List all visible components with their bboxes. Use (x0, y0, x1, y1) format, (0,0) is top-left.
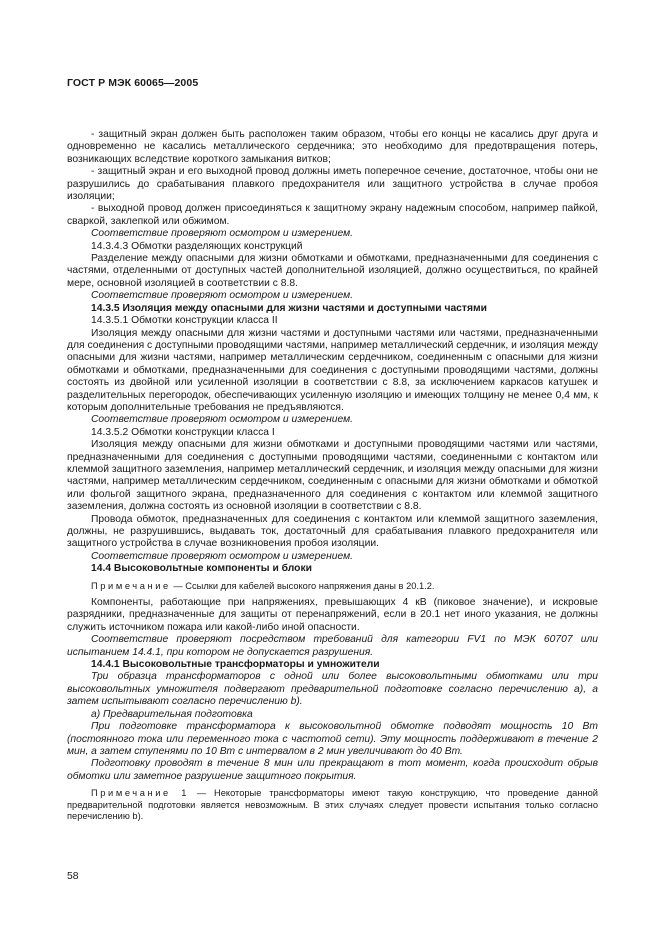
compliance-text: Соответствие проверяют осмотром и измерением. (91, 228, 354, 240)
note: Примечание — Ссылки для кабелей высокого напряжения даны в 20.1.2. (91, 580, 435, 591)
paragraph: Изоляция между опасными для жизни частями и доступными частями или частями, предназначенными для соединения с доступными проводящими частями, например металлический сердечник, и изоляция между опасными для жизни частями, например металлическим сердечником, соединенным с опасными для жизни обмотками и обмотками, предназначенными для соединения с доступными проводящими частями, должны состоять из двойной или усиленной изоляции в соответствии с 8.8, за исключением каркасов катушек и разделительных перегородок, обеспечивающих усиленную изоляцию и имеющих толщину не менее 0,4 мм, к которым дополнительные требования не предъявляются. (67, 327, 598, 413)
clause-heading: 14.3.5.2 Обмотки конструкции класса I (91, 426, 275, 438)
note-label: Примечание (91, 580, 171, 591)
document-header: ГОСТ Р МЭК 60065—2005 (67, 77, 199, 89)
compliance-text: Соответствие проверяют посредством требований для категории FV1 по МЭК 60707 или испытанием 14.4.1, при котором не допускается разрушения. (67, 634, 598, 658)
section-heading: 14.4 Высоковольтные компоненты и блоки (91, 563, 312, 575)
paragraph: Три образца трансформаторов с одной или более высоковольтными обмотками или три высоковольтных умножителя подвергают предварительной подготовке согласно перечислению а), а затем испытывают согласно перечислению b). (67, 671, 598, 708)
note-text: — Некоторые трансформаторы имеют такую конструкцию, что проведение данной предварительной подготовки является невозможным. В этих случаях следует провести испытания только согласно перечислению b). (67, 788, 598, 821)
note-label: Примечание 1 (91, 788, 190, 799)
paragraph: - защитный экран должен быть расположен таким образом, чтобы его концы не касались друг друга и одновременно не касались металлического сердечника; это необходимо для предотвращения потерь, возникающих вследствие короткого замыкания витков; (67, 129, 598, 165)
paragraph: Подготовку проводят в течение 8 мин или прекращают в тот момент, когда происходит обрыв обмотки или заметное разрушение защитного покрытия. (67, 758, 598, 782)
list-item-heading: а) Предварительная подготовка (91, 708, 253, 720)
note (67, 788, 598, 822)
paragraph: - защитный экран и его выходной провод должны иметь поперечное сечение, достаточное, чтобы они не разрушились до срабатывания плавкого предохранителя или защитного устройства в случае пробоя изоляции; (67, 166, 598, 203)
document-body (67, 129, 598, 822)
paragraph: - выходной провод должен присоединяться к защитному экрану надежным способом, например пайкой, сваркой, заклепкой или обжимом. (67, 203, 598, 227)
section-heading: 14.3.5 Изоляция между опасными для жизни частями и доступными частями (91, 302, 487, 314)
section-heading: 14.4.1 Высоковольтные трансформаторы и умножители (91, 659, 380, 671)
page-number: 58 (67, 871, 79, 882)
compliance-text: Соответствие проверяют осмотром и измерением. (91, 290, 354, 302)
paragraph: Изоляция между опасными для жизни обмотками и доступными проводящими частями или частями, предназначенными для соединения с доступными проводящими частями, соединенными с контактом или клеммой защитного заземления, например металлический сердечник, и изоляция между опасными для жизни частями, например металлическим сердечником, соединенным с опасными для жизни обмотками и обмоткой или фольгой защитного экрана, предназначенного для соединения с контактом или клеммой защитного заземления, должна состоять из основной изоляции в соответствии с 8.8. (67, 439, 598, 513)
paragraph: Разделение между опасными для жизни обмотками и обмотками, предназначенными для соединения с частями, отделенными от доступных частей дополнительной изоляцией, должно осуществиться, по крайней мере, основной изоляцией в соответствии с 8.8. (67, 253, 598, 289)
paragraph: Провода обмоток, предназначенных для соединения с контактом или клеммой защитного заземления, должны, не разрушившись, выдавать ток, достаточный для срабатывания плавкого предохранителя или защитного устройства в случае возникновения пробоя изоляции. (67, 513, 598, 550)
clause-heading: 14.3.5.1 Обмотки конструкции класса II (91, 315, 278, 327)
compliance-text: Соответствие проверяют осмотром и измерением. (91, 550, 354, 562)
paragraph: Компоненты, работающие при напряжениях, превышающих 4 кВ (пиковое значение), и искровые разрядники, предназначенные для защиты от перенапряжений, если в 20.1 нет иного указания, не должны служить источником пожара или какой-либо иной опасности. (67, 597, 598, 633)
compliance-text: Соответствие проверяют осмотром и измерением. (91, 414, 354, 426)
paragraph: При подготовке трансформатора к высоковольтной обмотке подводят мощность 10 Вт (постоянного тока или переменного тока с частотой сети). Эту мощность поддерживают в течение 2 мин, а затем ступенями по 10 Вт с интервалом в 2 мин увеличивают до 40 Вт. (67, 721, 598, 757)
clause-heading: 14.3.4.3 Обмотки разделяющих конструкций (91, 240, 303, 252)
note-text: Ссылки для кабелей высокого напряжения даны в 20.1.2. (185, 580, 435, 591)
